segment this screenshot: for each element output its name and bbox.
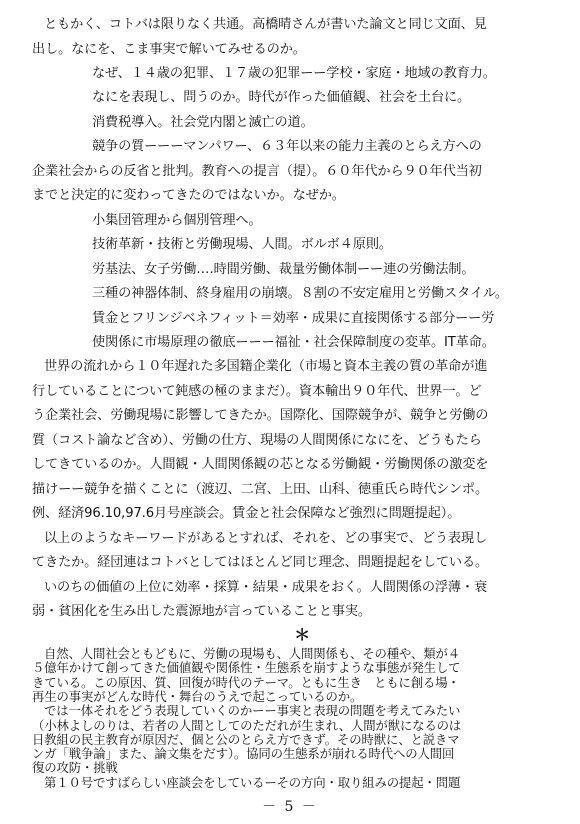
text-line: 競争の質ーーーマンパワー、６３年以来の能力主義のとらえ方への xyxy=(92,139,482,154)
text-line: 労基法、女子労働‥‥時間労働、裁量労働体制ーー連の労働法制。 xyxy=(92,262,475,277)
text-line: 三種の神器体制、終身雇用の崩壊。８割の不安定雇用と労働スタイル。 xyxy=(92,286,508,301)
text-line: 使関係に市場原理の徹底ーーー福祉・社会保障制度の変革。IT革命。 xyxy=(92,335,495,350)
section-divider-asterisk: ＊ xyxy=(294,625,310,644)
text-line: してきているのか。人間観・人間関係観の芯となる労働観・労働関係の激変を xyxy=(32,457,489,472)
text-line: 復の攻防・挑戦 xyxy=(32,761,118,776)
text-line: 自然、人間社会ともどもに、労働の現場も、人間関係も、その種や、類が４ xyxy=(44,647,460,661)
text-line: なぜ、１４歳の犯罪、１７歳の犯罪ーー学校・家庭・地域の教育力。 xyxy=(92,66,496,81)
text-line: 世界の流れから１０年遅れた多国籍企業化（市場と資本主義の質の革命が進 xyxy=(44,359,488,374)
text-line: 描けーー競争を描くことに（渡辺、二宮、上田、山科、徳重氏ら時代シンポ。 xyxy=(32,482,488,497)
text-line: 小集団管理から個別管理へ。 xyxy=(92,213,262,228)
text-line: 消費税導入。社会党内閣と滅亡の道。 xyxy=(92,115,314,130)
text-line: 賃金とフリンジベネフィット＝効率・成果に直接関係する部分ーー労 xyxy=(92,311,495,326)
text-line: ンガ「戦争論」また、論文集をだす）。協同の生態系が崩れる時代への人間回 xyxy=(32,747,455,762)
text-line: 質（コスト論など含め）、労働の仕方、現場の人間関係になにを、どうもたら xyxy=(32,433,482,448)
text-line: では一体それをどう表現していくのかーー事実と表現の問題を考えてみたい xyxy=(44,704,461,719)
text-line: ５億年かけて創ってきた価値観や関係性・生態系を崩すような事態が発生して xyxy=(32,661,461,676)
text-line: 日教組の民主教育が原因だ、個と公のとらえ方できず。その時獣に、と説きマ xyxy=(32,732,460,747)
text-line: 行していることについて鈍感の極のままだ）。資本輸出９０年代、世界一。ど xyxy=(32,384,482,399)
text-line: 例、経済96.10,97.6月号座談会。賃金と社会保障など強烈に問題提起）。 xyxy=(32,506,461,521)
text-line: 出し。なにを、こま事実で解いてみせるのか。 xyxy=(32,42,306,57)
text-line: 技術革新・技術と労働現場、人間。ボルボ４原則。 xyxy=(92,237,392,252)
text-line: 企業社会からの反省と批判。教育への提言（提）。６０年代から９０年代当初 xyxy=(32,164,482,179)
text-line: てきたか。経団連はコトバとしてはほとんど同じ理念、問題提起をしている。 xyxy=(32,555,489,570)
text-line: 再生の事実がどんな時代・舞台のうえで起こっているのか。 xyxy=(32,689,363,704)
text-line: ともかく、コトバは限りなく共通。高橋晴さんが書いた論文と同じ文面、見 xyxy=(44,17,487,32)
text-line: なにを表現し、問うのか。時代が作った価値観、社会を土台に。 xyxy=(92,90,471,105)
text-line: までと決定的に変わってきたのではないか。なぜか。 xyxy=(32,188,345,203)
text-line: 第１０号ですばらしい座談会をしているーその方向・取り組みの提起・問題 xyxy=(44,775,461,790)
text-line: （小林よしのりは、若者の人間としてのただれが生まれ、人間が獣になるのは xyxy=(32,718,462,733)
text-line: いのちの価値の上位に効率・採算・結果・成果をおく。人間関係の浮薄・衰 xyxy=(44,580,488,595)
text-line: う企業社会、労働現場に影響してきたか。国際化、国際競争が、競争と労働の xyxy=(32,408,489,423)
text-line: きている。この原因、質、回復が時代のテーマ。ともに生き ともに創る場・ xyxy=(32,675,460,690)
text-line: 弱・貧困化を生み出した震源地が言っていることと事実。 xyxy=(32,604,371,619)
page-number: － 5 － xyxy=(262,799,318,815)
text-line: 以上のようなキーワードがあるとすれば、それを、どの事実で、どう表現し xyxy=(44,531,488,546)
